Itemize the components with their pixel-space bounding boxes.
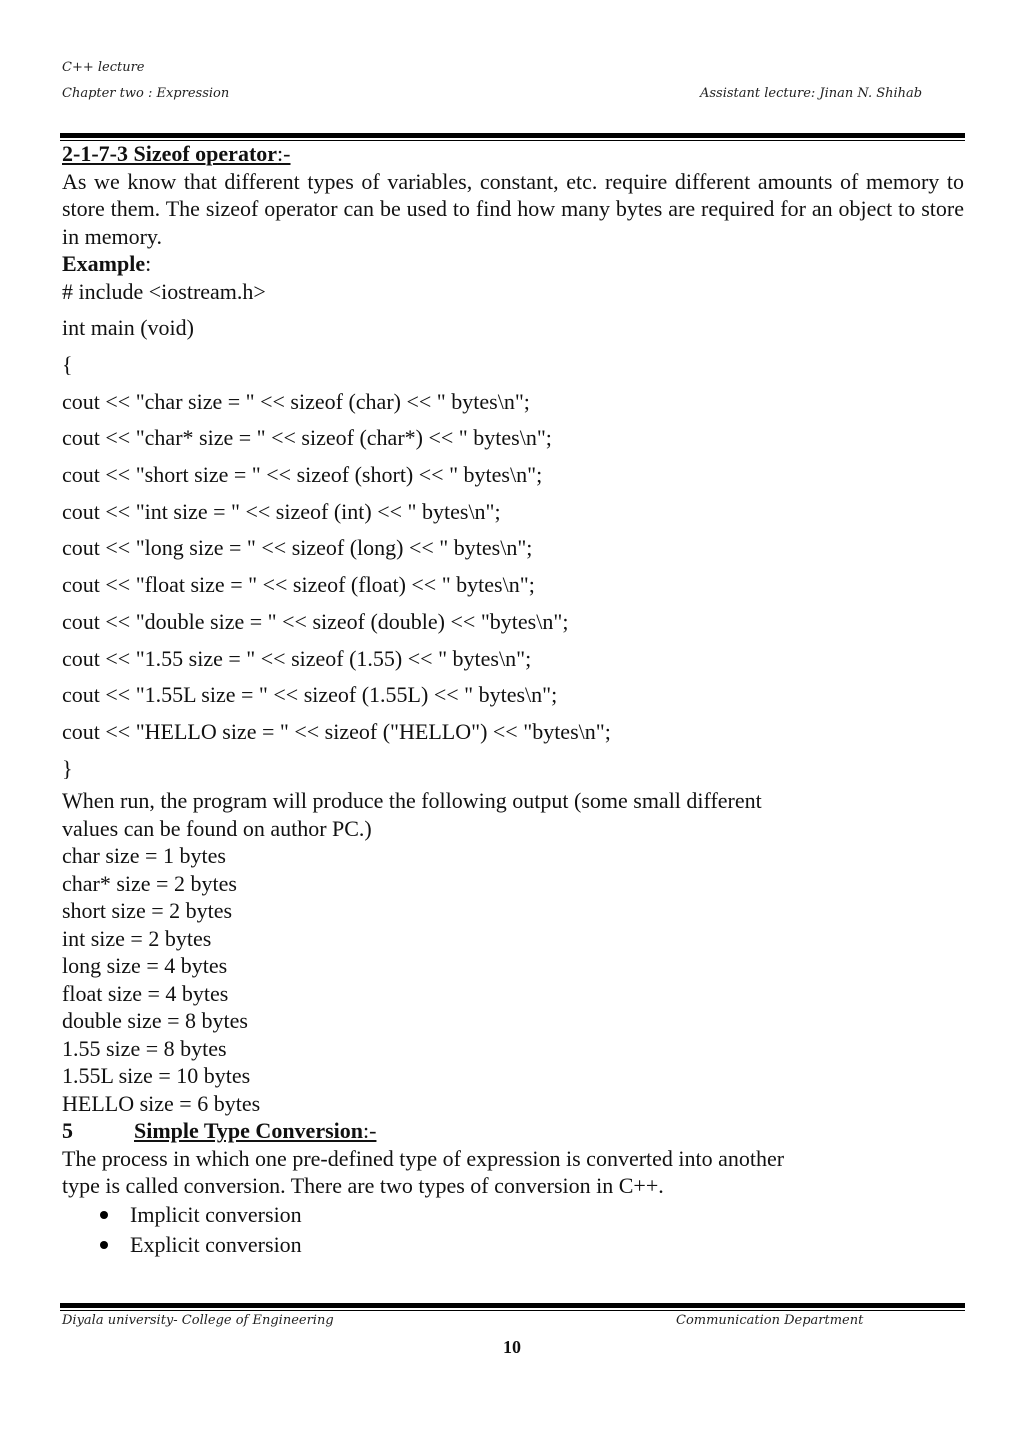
output-line: 1.55L size = 10 bytes [62,1063,251,1089]
code-line: { [62,351,73,377]
header-rule-thick [60,133,965,138]
code-line: cout << "int size = " << sizeof (int) << " bytes\n"; [62,498,501,524]
section-title: 2-1-7-3 Sizeof operator [62,141,278,166]
section-heading-sizeof [62,140,964,168]
output-line: long size = 4 bytes [62,953,228,979]
section2-title: Simple Type Conversion [134,1118,363,1144]
code-line: cout << "1.55L size = " << sizeof (1.55L) << " bytes\n"; [62,682,558,708]
section-number: 5 [62,1118,73,1144]
code-line: cout << "float size = " << sizeof (float) << " bytes\n"; [62,572,535,598]
code-line: } [62,755,73,781]
code-line: cout << "char* size = " << sizeof (char*) << " bytes\n"; [62,425,552,451]
code-block [62,274,964,788]
header-assistant: Assistant lecture: Jinan N. Shihab [700,86,923,101]
section-title-suffix: :- [277,141,291,166]
output-line: char* size = 2 bytes [62,870,237,896]
header-course: C++ lecture [62,60,145,75]
section2-title-suffix: :- [363,1118,377,1144]
footer-rule-thick [60,1303,965,1308]
footer-university: Diyala university- College of Engineering [62,1313,334,1328]
output-line: char size = 1 bytes [62,843,226,869]
footer-department: Communication Department [676,1313,864,1328]
conversion-text-line-2: type is called conversion. There are two types of conversion in C++. [62,1173,664,1199]
page-content [62,140,964,1260]
run-text-line-1: When run, the program will produce the following output (some small different [62,788,762,814]
output-block [62,842,964,1117]
header-chapter: Chapter two : Expression [62,86,230,101]
output-line: double size = 8 bytes [62,1008,248,1034]
conversion-text-line-1: The process in which one pre-defined type of expression is converted into another [62,1145,785,1171]
code-line: cout << "short size = " << sizeof (short) << " bytes\n"; [62,462,543,488]
section-heading-conversion [62,1117,964,1145]
code-line: cout << "char size = " << sizeof (char) << " bytes\n"; [62,388,530,414]
output-line: 1.55 size = 8 bytes [62,1035,227,1061]
run-text-line-2: values can be found on author PC.) [62,815,372,841]
code-line: cout << "HELLO size = " << sizeof ("HELLO") << "bytes\n"; [62,718,611,744]
code-line: # include <iostream.h> [62,278,266,304]
output-line: HELLO size = 6 bytes [62,1090,261,1116]
example-colon: : [145,251,152,276]
code-line: int main (void) [62,315,194,341]
code-line: cout << "double size = " << sizeof (double) << "bytes\n"; [62,608,569,634]
output-line: short size = 2 bytes [62,898,233,924]
page-number: 10 [503,1337,521,1357]
output-line: int size = 2 bytes [62,925,212,951]
code-line: cout << "long size = " << sizeof (long) << " bytes\n"; [62,535,533,561]
output-line: float size = 4 bytes [62,980,229,1006]
conversion-list [62,1200,964,1260]
footer-rule-thin [60,1310,965,1311]
intro-paragraph: As we know that different types of variables, constant, etc. require different amounts of memory to store them. The sizeof operator can be used to find how many bytes are required for an object to store in memory. [62,168,964,249]
list-item [62,1200,964,1230]
list-item [62,1230,964,1260]
code-line: cout << "1.55 size = " << sizeof (1.55) << " bytes\n"; [62,645,532,671]
list-item-label: Explicit conversion [130,1231,302,1257]
bullet-icon [100,1241,108,1249]
bullet-icon [100,1211,108,1219]
list-item-label: Implicit conversion [130,1201,302,1227]
example-label: Example [62,251,146,276]
